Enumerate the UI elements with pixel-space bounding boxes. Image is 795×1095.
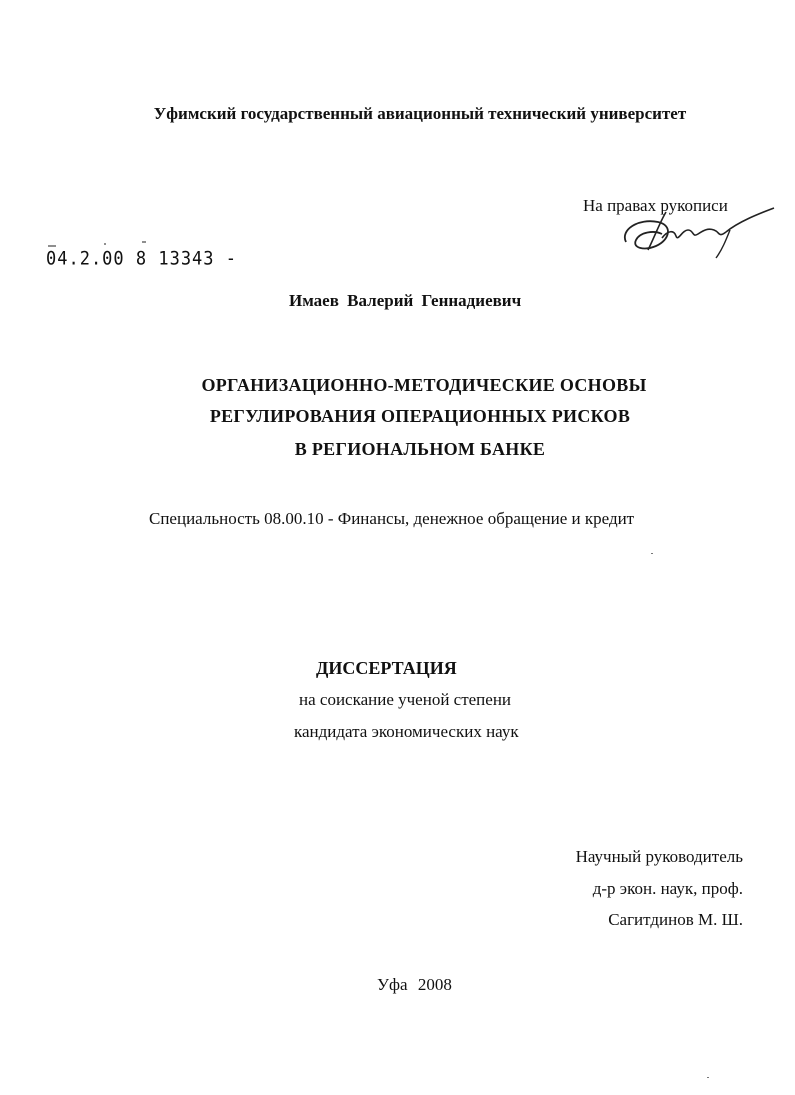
specialty-line: Специальность 08.00.10 - Финансы, денежное обращение и кредит bbox=[149, 509, 635, 528]
thesis-title-line-3: В РЕГИОНАЛЬНОМ БАНКЕ bbox=[294, 439, 546, 459]
university-name: Уфимский государственный авиационный технический университет bbox=[153, 104, 687, 123]
supervisor-degree: д-р экон. наук, проф. bbox=[592, 879, 743, 898]
degree-line-1: на соискание ученой степени bbox=[299, 690, 512, 709]
dissertation-heading: ДИССЕРТАЦИЯ bbox=[316, 658, 457, 678]
manuscript-rights-label: На правах рукописи bbox=[583, 196, 728, 215]
scan-speck bbox=[651, 553, 653, 554]
city-year: Уфа 2008 bbox=[377, 975, 452, 994]
registry-number: 04.2.00 8 13343 - bbox=[46, 248, 237, 270]
thesis-title-line-1: ОРГАНИЗАЦИОННО-МЕТОДИЧЕСКИЕ ОСНОВЫ bbox=[201, 375, 647, 395]
degree-line-2: кандидата экономических наук bbox=[294, 722, 519, 741]
author-name: Имаев Валерий Геннадиевич bbox=[289, 291, 522, 310]
signature-icon bbox=[618, 200, 778, 270]
supervisor-role: Научный руководитель bbox=[575, 847, 743, 866]
thesis-title-line-2: РЕГУЛИРОВАНИЯ ОПЕРАЦИОННЫХ РИСКОВ bbox=[209, 406, 631, 426]
supervisor-name: Сагитдинов М. Ш. bbox=[608, 910, 743, 929]
scan-speck bbox=[707, 1077, 709, 1078]
